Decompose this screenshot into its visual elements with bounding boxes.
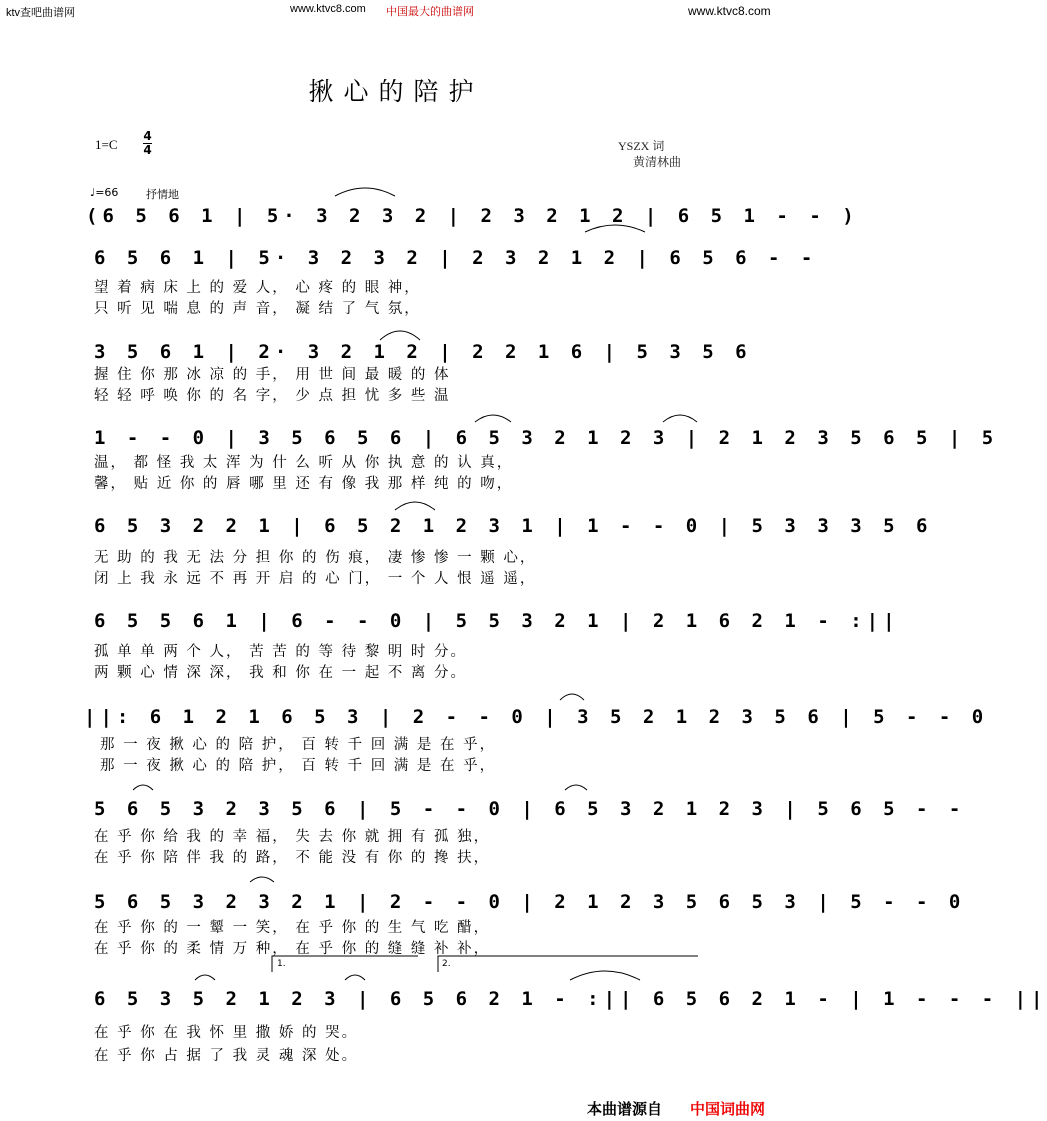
key-signature: 1=C [95,137,118,152]
lyricist: YSZX 词 [618,139,665,153]
system-3-lyric-1: 温， 都 怪 我 太 浑 为 什 么 听 从 你 执 意 的 认 真， [94,455,514,471]
slur [475,415,511,422]
system-8-notes: 5 6 5 3 2 3 2 1 | 2 - - 0 | 2 1 2 3 5 6 5 3 | 5 - - 0 [94,891,966,913]
system-5-lyric-1: 孤 单 单 两 个 人， 苦 苦 的 等 待 黎 明 时 分。 [94,644,468,660]
system-4-notes: 6 5 3 2 2 1 | 6 5 2 1 2 3 1 | 1 - - 0 | 5 3 3 3 5 6 [94,515,933,537]
system-4-lyric-1: 无 助 的 我 无 法 分 担 你 的 伤 痕， 凄 惨 惨 一 颗 心， [94,550,537,566]
system-9-lyric-1: 在 乎 你 在 我 怀 里 撒 娇 的 哭。 [94,1025,359,1041]
system-6-notes: ||: 6 1 2 1 6 5 3 | 2 - - 0 | 3 5 2 1 2 3 5 6 | 5 - - 0 [84,706,989,728]
system-3-lyric-2: 馨， 贴 近 你 的 唇 哪 里 还 有 像 我 那 样 纯 的 吻， [94,476,514,492]
header-url[interactable]: www.ktvc8.com [290,3,366,15]
expression-mark: 抒情地 [146,188,179,201]
site-logo-text[interactable]: ktv查吧曲谱网 [6,7,76,19]
volta-2-label: 2. [442,959,451,969]
volta-2-bracket [438,956,698,972]
system-5-lyric-2: 两 颗 心 情 深 深， 我 和 你 在 一 起 不 离 分。 [94,665,468,681]
system-8-lyric-2: 在 乎 你 的 柔 情 万 种， 在 乎 你 的 缝 缝 补 补， [94,941,491,957]
system-6-lyric-2: 那 一 夜 揪 心 的 陪 护， 百 转 千 回 满 是 在 乎， [100,758,497,774]
system-7-lyric-1: 在 乎 你 给 我 的 幸 福， 失 去 你 就 拥 有 孤 独， [94,829,491,845]
composer: 黄清林曲 [633,155,682,169]
system-0-notes: (6 5 6 1 | 5· 3 2 3 2 | 2 3 2 1 2 | 6 5 1 - - ) [86,205,859,227]
header-url-right[interactable]: www.ktvc8.com [688,4,771,18]
slur [133,785,153,790]
slur [560,694,584,700]
slur [663,415,697,422]
slur [585,225,645,232]
slur [195,975,215,980]
system-2-lyric-1: 握 住 你 那 冰 凉 的 手， 用 世 间 最 暖 的 体 [94,367,451,383]
tempo-mark: ♩=66 [90,186,119,199]
volta-1-bracket [272,956,418,972]
system-9-lyric-2: 在 乎 你 占 据 了 我 灵 魂 深 处。 [94,1048,359,1064]
system-3-notes: 1 - - 0 | 3 5 6 5 6 | 6 5 3 2 1 2 3 | 2 1 2 3 5 6 5 | 5 [94,427,999,449]
system-6-lyric-1: 那 一 夜 揪 心 的 陪 护， 百 转 千 回 满 是 在 乎， [100,737,497,753]
system-2-notes: 3 5 6 1 | 2· 3 2 1 2 | 2 2 1 6 | 5 3 5 6 [94,341,752,363]
header-tagline: 中国最大的曲谱网 [386,6,474,18]
system-1-lyric-2: 只 听 见 喘 息 的 声 音， 凝 结 了 气 氛， [94,301,421,317]
system-8-lyric-1: 在 乎 你 的 一 颦 一 笑， 在 乎 你 的 生 气 吃 醋， [94,920,491,936]
system-5-notes: 6 5 5 6 1 | 6 - - 0 | 5 5 3 2 1 | 2 1 6 2 1 - :|| [94,610,900,632]
song-title: 揪心的陪护 [308,77,484,106]
slur [250,877,274,882]
footer-source-label: 本曲谱源自 [587,1100,663,1118]
slur [380,331,420,340]
slur [345,975,365,980]
slur [335,188,395,196]
footer-site-link[interactable]: 中国词曲网 [690,1100,766,1118]
volta-1-label: 1. [277,959,286,969]
system-1-lyric-1: 望 着 病 床 上 的 爱 人， 心 疼 的 眼 神， [94,280,421,296]
system-4-lyric-2: 闭 上 我 永 远 不 再 开 启 的 心 门， 一 个 人 恨 遥 遥， [94,571,537,587]
system-9-notes: 6 5 3 5 2 1 2 3 | 6 5 6 2 1 - :|| 6 5 6 2 1 - | 1 - - - || [94,988,1047,1010]
system-2-lyric-2: 轻 轻 呼 唤 你 的 名 字， 少 点 担 忧 多 些 温 [94,388,451,404]
system-1-notes: 6 5 6 1 | 5· 3 2 3 2 | 2 3 2 1 2 | 6 5 6 - - [94,247,818,269]
slur [570,971,640,980]
system-7-lyric-2: 在 乎 你 陪 伴 我 的 路， 不 能 没 有 你 的 搀 扶， [94,850,491,866]
system-7-notes: 5 6 5 3 2 3 5 6 | 5 - - 0 | 6 5 3 2 1 2 3 | 5 6 5 - - [94,798,966,820]
time-signature: 4 4 [143,129,152,157]
slur [395,502,435,510]
slur [565,785,587,790]
